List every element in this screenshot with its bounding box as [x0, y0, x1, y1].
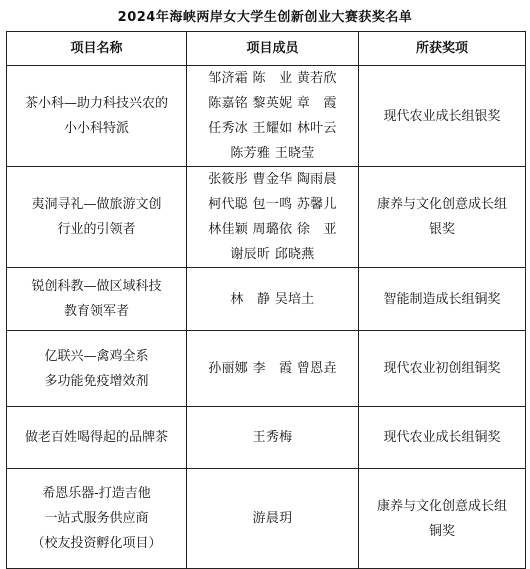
award-cell: [359, 407, 526, 469]
award-line: 康养与文化创意成长组: [376, 498, 507, 514]
project-name-line: 教育领军者: [63, 304, 129, 319]
table-row: [7, 268, 526, 331]
award-line: 铜奖: [428, 523, 455, 539]
award-line: 现代农业初创组铜奖: [383, 361, 501, 376]
member-line: 王秀梅: [252, 430, 293, 445]
member-line: 谢辰昕 邱晓燕: [230, 247, 315, 262]
member-line: 柯代聪 包一鸣 苏馨儿: [208, 197, 337, 212]
award-cell: [359, 66, 526, 167]
table-header-row: [7, 32, 526, 66]
table-row: [7, 407, 526, 469]
table-row: [7, 331, 526, 407]
document-title: 2024年海峡两岸女大学生创新创业大赛获奖名单: [117, 10, 413, 25]
member-line: 陈嘉铭 黎英妮 章 霞: [208, 96, 337, 111]
project-name-line: 小小科特派: [63, 121, 129, 136]
header-award: 所获奖项: [359, 32, 526, 66]
project-name-line: 行业的引领者: [57, 222, 136, 237]
table-row: [7, 469, 526, 569]
table-row: [7, 66, 526, 167]
project-members-cell: [187, 469, 359, 569]
project-name-line: 希恩乐器-打造吉他: [42, 486, 151, 501]
project-name-line: （校友投资孵化项目）: [31, 536, 162, 551]
table-row: [7, 167, 526, 268]
award-cell: [359, 469, 526, 569]
project-name-cell: [7, 331, 187, 407]
member-line: 邹济霜 陈 业 黄若欣: [208, 71, 337, 86]
member-line: 游晨玥: [252, 511, 293, 526]
awards-table: [6, 31, 526, 569]
project-name-cell: [7, 268, 187, 331]
header-project-members: 项目成员: [187, 32, 359, 66]
member-line: 陈芳雅 王晓莹: [230, 146, 315, 161]
member-line: 张筱彤 曹金华 陶雨晨: [208, 172, 337, 187]
project-name-cell: [7, 167, 187, 268]
project-name-cell: [7, 469, 187, 569]
project-members-cell: [187, 268, 359, 331]
project-name-line: 亿联兴—禽鸡全系: [44, 348, 149, 364]
award-cell: [359, 268, 526, 331]
project-name-line: 一站式服务供应商: [44, 511, 149, 526]
project-name-line: 多功能免疫增效剂: [44, 373, 149, 389]
award-cell: [359, 331, 526, 407]
header-project-name: 项目名称: [7, 32, 187, 66]
project-name-cell: [7, 407, 187, 469]
project-members-cell: [187, 167, 359, 268]
project-name-cell: [7, 66, 187, 167]
award-line: 银奖: [428, 222, 455, 237]
project-members-cell: [187, 407, 359, 469]
project-members-cell: [187, 331, 359, 407]
award-line: 现代农业成长组银奖: [383, 108, 501, 124]
award-cell: [359, 167, 526, 268]
project-name-line: 夷洞寻礼—做旅游文创: [31, 197, 162, 212]
member-line: 任秀冰 王耀如 林叶云: [208, 121, 337, 136]
award-line: 康养与文化创意成长组: [376, 197, 507, 212]
member-line: 林佳颖 周璐依 徐 亚: [208, 222, 337, 237]
award-line: 智能制造成长组铜奖: [383, 291, 501, 307]
member-line: 孙丽娜 李 霞 曾恩垚: [208, 361, 337, 376]
project-name-line: 锐创科教—做区域科技: [31, 279, 162, 294]
project-name-line: 茶小科—助力科技兴农的: [24, 96, 168, 111]
project-name-line: 做老百姓喝得起的品牌茶: [24, 430, 168, 445]
award-line: 现代农业成长组铜奖: [383, 430, 501, 445]
member-line: 林 静 吴培土: [230, 291, 315, 307]
project-members-cell: [187, 66, 359, 167]
